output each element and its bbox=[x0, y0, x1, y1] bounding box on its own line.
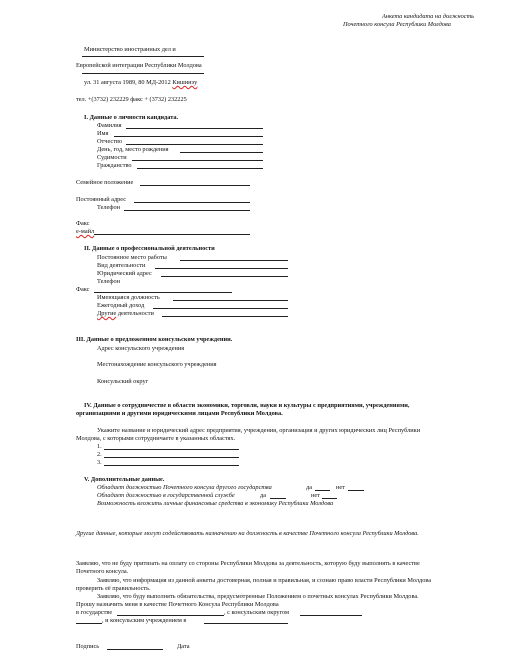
section4-text-line2: Молдова, с которыми сотрудничаете в указанных областях. bbox=[76, 435, 236, 442]
section1-field-surname: Фамилия bbox=[97, 122, 122, 129]
declaration1-line2: Почетного консула. bbox=[76, 568, 129, 575]
position-input[interactable] bbox=[173, 300, 288, 301]
section3-title: III. Данные о предложенном консульском учреждении. bbox=[76, 336, 233, 343]
ministry-line2: Европейской интеграции Республики Молдова bbox=[76, 62, 202, 69]
activity-input[interactable] bbox=[155, 268, 288, 269]
signature-input[interactable] bbox=[107, 649, 163, 650]
q1-yes-field[interactable] bbox=[315, 490, 330, 491]
signature-label: Подпись bbox=[76, 643, 100, 650]
consulate-seat-input[interactable] bbox=[204, 623, 288, 624]
consular-district-label: Консульский округ bbox=[97, 378, 149, 385]
section4-text-line1: Укажите название и юридический адрес предприятия, учреждения, организация и других юридических лиц Республики bbox=[97, 427, 421, 434]
citizenship-input[interactable] bbox=[137, 168, 263, 169]
list-item-3-input[interactable] bbox=[104, 465, 239, 466]
consulate-address-label: Адрес консульского учреждения bbox=[97, 345, 185, 352]
phone-label: Телефон bbox=[97, 204, 121, 211]
other-activities-word: Другие bbox=[97, 310, 117, 317]
section2-fax-input[interactable] bbox=[94, 292, 232, 293]
marital-status-label: Семейное положение bbox=[76, 179, 134, 186]
state-label: в государстве bbox=[76, 609, 113, 616]
email-input[interactable] bbox=[94, 234, 250, 235]
surname-input[interactable] bbox=[126, 128, 263, 129]
form-header-title: Анкета кандидата на должность bbox=[382, 13, 474, 20]
ministry-phone: тел. +(3732) 232229 факс + (3732) 232225 bbox=[76, 96, 187, 103]
income-input[interactable] bbox=[153, 308, 288, 309]
workplace-input[interactable] bbox=[180, 260, 288, 261]
ministry-address bbox=[84, 79, 197, 87]
section4-title-line2: организациями и другими юридическими лицами Республики Молдова. bbox=[76, 410, 283, 417]
section1-field-name: Имя bbox=[97, 130, 109, 137]
declaration2-line1: Заявляю, что информация из данной анкеты достоверная, полная и правильная, и сознаю право власти Республики Молдова bbox=[97, 577, 432, 584]
birth-input[interactable] bbox=[180, 152, 263, 153]
ministry-underline-1 bbox=[82, 56, 204, 57]
q2-yes-label: да bbox=[260, 492, 266, 499]
section2-field-income: Ежегодный доход bbox=[97, 302, 145, 309]
q2-yes-field[interactable] bbox=[270, 498, 286, 499]
state-input[interactable] bbox=[117, 615, 224, 616]
section1-field-citizenship: Гражданство bbox=[97, 162, 132, 169]
other-activities-rest: деятельности bbox=[116, 310, 154, 317]
q2-no-field[interactable] bbox=[322, 498, 337, 499]
date-label: Дата bbox=[177, 643, 190, 650]
phone-input[interactable] bbox=[124, 210, 250, 211]
permanent-address-label: Постоянный адрес bbox=[76, 196, 127, 203]
section2-field-other bbox=[97, 310, 154, 318]
section4-list-item-3: 3. bbox=[97, 459, 102, 466]
email-label-wrap bbox=[76, 228, 94, 236]
ministry-underline-2 bbox=[82, 73, 204, 74]
patronymic-input[interactable] bbox=[126, 144, 263, 145]
list-item-2-input[interactable] bbox=[104, 457, 239, 458]
section2-title: II. Данные о профессиональной деятельности bbox=[84, 245, 215, 252]
name-input[interactable] bbox=[114, 136, 263, 137]
ministry-address-text: ул. 31 августа 1989, 80 МД-2012 bbox=[84, 79, 173, 86]
declaration1-line1: Заявляю, что не буду притязать на оплату со стороны Республики Молдова за деятельность, которую буду выполнять в качестве bbox=[76, 560, 420, 567]
section2-field-legal-address: Юридический адрес bbox=[97, 270, 152, 277]
declaration2-line2: проверить её правильность. bbox=[76, 585, 151, 592]
section4-title-line1: IV. Данные о сотрудничестве в области экономики, торговли, науки и культуры с предприятиями, учреждениями, bbox=[84, 402, 410, 409]
section2-field-position: Имеющаяся должность bbox=[97, 294, 160, 301]
q1-yes-label: да bbox=[306, 484, 312, 491]
fax-label: Факс bbox=[76, 220, 90, 227]
section2-fax-label: Факс bbox=[76, 286, 90, 293]
form-header-subtitle: Почетного консула Республики Молдова bbox=[343, 21, 451, 28]
section2-field-activity: Вид деятельности bbox=[97, 262, 146, 269]
consulate-location-label: Местонахождение консульского учреждения bbox=[97, 361, 217, 368]
legal-address-input[interactable] bbox=[161, 276, 288, 277]
consulate-seat-label: , и консульским учреждением в bbox=[102, 617, 187, 624]
section2-field-phone: Телефон bbox=[97, 278, 121, 285]
continuation-input[interactable] bbox=[76, 623, 102, 624]
email-label: е-майл bbox=[76, 228, 95, 235]
appointment-request: Прошу назначить меня в качестве Почетного Консула Республики Молдова bbox=[76, 601, 279, 608]
ministry-address-city: Кишинэу bbox=[172, 79, 198, 86]
section1-title: I. Данные о личности кандидата. bbox=[84, 114, 179, 121]
q2-no-label: нет bbox=[311, 492, 320, 499]
other-activities-input[interactable] bbox=[162, 316, 288, 317]
ministry-line1: Министерство иностранных дел и bbox=[84, 46, 176, 53]
other-data-text: Другие данные, которые могут содействовать назначению на должность в качестве Почетного консула Республики Молдова. bbox=[76, 530, 419, 537]
convictions-input[interactable] bbox=[132, 160, 263, 161]
section1-field-patronymic: Отчество bbox=[97, 138, 123, 145]
section2-field-workplace: Постоянное место работы bbox=[97, 254, 167, 261]
district-input[interactable] bbox=[300, 615, 362, 616]
section4-list-item-1: 1. bbox=[97, 443, 102, 450]
question-public-service: Обладает должностью в государственной службе bbox=[97, 492, 235, 499]
section1-field-birth: День, год, место рождения bbox=[97, 146, 169, 153]
declaration3: Заявляю, что буду выполнять обязательства, предусмотренные Положением о почетных консулах Республики Молдова. bbox=[97, 593, 419, 600]
section1-field-convictions: Судимости bbox=[97, 154, 127, 161]
q1-no-field[interactable] bbox=[348, 490, 364, 491]
q1-no-label: нет bbox=[336, 484, 345, 491]
question-honorary-consul: Обладает должностью Почетного консула другого государства bbox=[97, 484, 272, 491]
permanent-address-input[interactable] bbox=[134, 202, 250, 203]
section5-title: V. Дополнительные данные. bbox=[84, 476, 165, 483]
district-label: , с консульским округом bbox=[224, 609, 290, 616]
marital-status-input[interactable] bbox=[140, 185, 250, 186]
section4-list-item-2: 2. bbox=[97, 451, 102, 458]
question-investment: Возможность вложить личные финансовые средства в экономику Республики Молдова bbox=[97, 500, 334, 507]
list-item-1-input[interactable] bbox=[104, 449, 239, 450]
